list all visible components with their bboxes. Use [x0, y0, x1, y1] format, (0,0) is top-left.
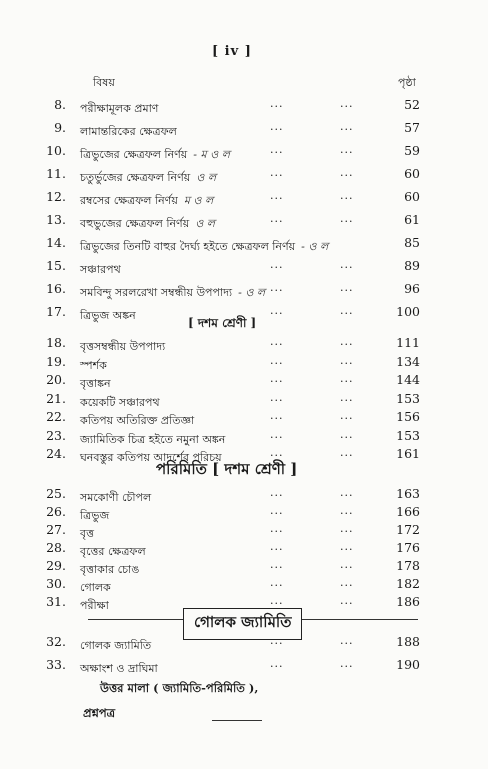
toc-leader-dots: ... — [270, 486, 284, 499]
toc-entry-page: 89 — [404, 258, 420, 273]
toc-entry-number: 30. — [46, 576, 66, 591]
toc-entry-page: 190 — [396, 657, 420, 672]
toc-entry-title-wrap — [80, 657, 158, 679]
toc-leader-dots: ... — [340, 486, 354, 499]
toc-entry-page: 166 — [396, 504, 420, 519]
toc-entry-page: 163 — [396, 486, 420, 501]
toc-leader-dots: ... — [340, 304, 354, 317]
page-number-label: [ iv ] — [212, 44, 252, 59]
toc-entry-title: পরীক্ষামূলক প্রমাণ — [80, 102, 159, 115]
toc-entry-number: 16. — [46, 281, 66, 296]
toc-entry-number: 19. — [46, 353, 66, 369]
toc-entry-number: 15. — [46, 258, 66, 273]
toc-entry-number: 26. — [46, 504, 66, 519]
toc-leader-dots: ... — [270, 212, 284, 225]
toc-entry-handwritten-note: ও ল — [195, 217, 215, 230]
toc-entry-number: 21. — [46, 390, 66, 406]
toc-entry-title: ত্রিভুজের ক্ষেত্রফল নির্ণয় — [80, 148, 188, 161]
toc-leader-dots: ... — [340, 120, 354, 133]
toc-entry-number: 25. — [46, 486, 66, 501]
toc-leader-dots: ... — [270, 634, 284, 647]
toc-entry-number: 10. — [46, 143, 66, 158]
toc-entry-title: পরীক্ষা — [80, 599, 109, 612]
toc-entry-title: জ্যামিতিক চিত্র হইতে নমুনা অঙ্কন — [80, 432, 226, 446]
toc-entry-page: 188 — [396, 634, 420, 649]
toc-leader-dots: ... — [270, 504, 284, 517]
toc-leader-dots: ... — [270, 281, 284, 294]
toc-entry-number: 9. — [54, 120, 66, 135]
toc-leader-dots: ... — [270, 390, 284, 404]
toc-entry-handwritten-note: ও ল — [196, 171, 217, 184]
toc-leader-dots: ... — [340, 657, 354, 670]
toc-entry-page: 111 — [396, 335, 420, 350]
toc-entry-page: 156 — [396, 409, 420, 424]
toc-leader-dots: ... — [340, 558, 354, 571]
toc-entry-title-wrap — [80, 212, 215, 234]
toc-entry-number: 28. — [46, 540, 66, 555]
toc-entry-title-wrap — [80, 304, 136, 326]
toc-entry-page: 161 — [396, 446, 420, 461]
toc-leader-dots: ... — [270, 540, 284, 553]
toc-entry-number: 13. — [46, 212, 66, 227]
toc-entry-title: ত্রিভুজ — [80, 509, 110, 522]
toc-entry-handwritten-note: - ও ল — [238, 286, 266, 299]
toc-leader-dots: ... — [270, 594, 284, 607]
toc-entry-title: বৃত্তাকার চোঙ — [80, 563, 140, 576]
toc-leader-dots: ... — [270, 522, 284, 535]
toc-leader-dots: ... — [340, 522, 354, 535]
toc-entry-number: 29. — [46, 558, 66, 573]
toc-entry-title-wrap — [80, 634, 151, 656]
toc-leader-dots: ... — [340, 335, 354, 348]
toc-leader-dots: ... — [270, 166, 284, 179]
toc-entry-title: স্পর্শক — [80, 358, 107, 372]
toc-leader-dots: ... — [270, 143, 284, 156]
toc-entry-title: লামান্তরিকের ক্ষেত্রফল — [80, 125, 177, 138]
section-heading-golok: গোলক জ্যামিতি — [183, 608, 302, 640]
toc-leader-dots: ... — [270, 446, 284, 459]
toc-entry-title: রম্বসের ক্ষেত্রফল নির্ণয় — [80, 194, 178, 207]
toc-entry-title-wrap — [80, 258, 121, 280]
toc-entry-title: কয়েকটি সঞ্চারপথ — [80, 395, 160, 409]
toc-leader-dots: ... — [270, 189, 284, 202]
toc-entry-number: 27. — [46, 522, 66, 537]
toc-entry-page: 52 — [404, 97, 420, 112]
toc-entry-number: 32. — [46, 634, 66, 649]
section-heading-porimiti: পরিমিতি [ দশম শ্রেণী ] — [156, 460, 298, 478]
toc-leader-dots: ... — [340, 390, 354, 404]
toc-entry-number: 18. — [46, 335, 66, 350]
toc-entry-page: 186 — [396, 594, 420, 609]
toc-entry-page: 172 — [396, 522, 420, 537]
toc-leader-dots: ... — [340, 212, 354, 225]
toc-entry-title: ত্রিভুজের তিনটি বাহুর দৈর্ঘ্য হইতে ক্ষেত্রফল নির্ণয় — [80, 240, 296, 253]
toc-entry-title: সমকোণী চৌপল — [80, 491, 152, 504]
toc-entry-number: 11. — [46, 166, 66, 181]
question-paper-line: প্রশ্নপত্র — [83, 706, 116, 720]
toc-leader-dots: ... — [340, 540, 354, 553]
toc-entry-page: 57 — [404, 120, 420, 135]
toc-entry-page: 153 — [396, 427, 420, 443]
toc-leader-dots: ... — [340, 409, 354, 422]
toc-leader-dots: ... — [340, 143, 354, 156]
toc-entry-page: 144 — [396, 372, 420, 387]
toc-entry-title: বৃত্ত — [80, 527, 94, 540]
toc-entry-number: 14. — [46, 235, 66, 250]
toc-leader-dots: ... — [270, 304, 284, 317]
toc-leader-dots: ... — [340, 576, 354, 589]
toc-entry-handwritten-note: - ও ল — [301, 240, 329, 253]
toc-leader-dots: ... — [340, 594, 354, 607]
toc-entry-title-wrap — [80, 235, 328, 257]
toc-leader-dots: ... — [340, 166, 354, 179]
toc-entry-number: 22. — [46, 409, 66, 424]
toc-entry-number: 17. — [46, 304, 66, 319]
column-header-subject: বিষয় — [93, 76, 115, 89]
toc-entry-title: বৃত্তাঙ্কন — [80, 377, 111, 390]
toc-entry-title: ঘনবস্তুর কতিপয় আদর্শের পরিচয় — [80, 451, 222, 464]
answers-line: উত্তর মালা ( জ্যামিতি-পরিমিতি ), — [100, 681, 259, 695]
toc-entry-number: 23. — [46, 427, 66, 443]
toc-leader-dots: ... — [340, 446, 354, 459]
toc-leader-dots: ... — [270, 657, 284, 670]
column-header-page: পৃষ্ঠা — [398, 76, 416, 89]
toc-leader-dots: ... — [270, 558, 284, 571]
toc-entry-title-wrap — [80, 281, 265, 303]
toc-leader-dots: ... — [340, 189, 354, 202]
toc-entry-number: 31. — [46, 594, 66, 609]
toc-entry-title: সমবিন্দু সরলরেখা সম্বন্ধীয় উপপাদ্য — [80, 286, 233, 299]
toc-leader-dots: ... — [270, 372, 284, 385]
toc-leader-dots: ... — [340, 97, 354, 110]
toc-leader-dots: ... — [270, 409, 284, 422]
toc-leader-dots: ... — [270, 258, 284, 271]
toc-entry-title-wrap — [80, 166, 216, 188]
toc-entry-number: 24. — [46, 446, 66, 461]
toc-leader-dots: ... — [270, 97, 284, 110]
toc-entry-title-wrap — [80, 143, 230, 165]
toc-entry-title-wrap — [80, 594, 109, 616]
toc-entry-title: চতুর্ভুজের ক্ষেত্রফল নির্ণয় — [80, 171, 191, 184]
closing-rule — [212, 720, 262, 721]
toc-entry-title: গোলক জ্যামিতি — [80, 639, 152, 652]
toc-leader-dots: ... — [270, 427, 284, 441]
section-heading-dashom: [ দশম শ্রেণী ] — [188, 316, 257, 330]
toc-leader-dots: ... — [340, 281, 354, 294]
toc-entry-page: 59 — [404, 143, 420, 158]
toc-entry-page: 153 — [396, 390, 420, 406]
toc-leader-dots: ... — [270, 120, 284, 133]
toc-entry-page: 60 — [404, 189, 420, 204]
toc-entry-handwritten-note: - ম ও ল — [193, 148, 230, 161]
toc-entry-title-wrap — [80, 97, 158, 119]
toc-leader-dots: ... — [340, 353, 354, 367]
toc-leader-dots: ... — [270, 335, 284, 348]
toc-leader-dots: ... — [340, 427, 354, 441]
toc-entry-page: 182 — [396, 576, 420, 591]
toc-entry-number: 33. — [46, 657, 66, 672]
toc-entry-page: 60 — [404, 166, 420, 181]
toc-leader-dots: ... — [340, 504, 354, 517]
toc-entry-title: বৃত্তের ক্ষেত্রফল — [80, 545, 146, 558]
toc-entry-page: 134 — [396, 353, 420, 369]
toc-leader-dots: ... — [270, 576, 284, 589]
toc-entry-title: ত্রিভুজ অঙ্কন — [80, 309, 136, 322]
toc-leader-dots: ... — [340, 634, 354, 647]
toc-entry-page: 178 — [396, 558, 420, 573]
toc-leader-dots: ... — [340, 258, 354, 271]
toc-leader-dots: ... — [340, 372, 354, 385]
toc-entry-title: গোলক — [80, 581, 111, 594]
toc-entry-number: 12. — [46, 189, 66, 204]
toc-entry-title-wrap — [80, 120, 177, 142]
toc-entry-page: 85 — [404, 235, 420, 250]
toc-entry-page: 96 — [404, 281, 420, 296]
toc-entry-page: 176 — [396, 540, 420, 555]
toc-entry-title: বৃত্তসম্বন্ধীয় উপপাদ্য — [80, 340, 166, 353]
toc-entry-title: কতিপয় অতিরিক্ত প্রতিজ্ঞা — [80, 414, 195, 427]
toc-entry-number: 8. — [54, 97, 66, 112]
toc-entry-handwritten-note: ম ও ল — [183, 194, 214, 207]
toc-leader-dots: ... — [270, 353, 284, 367]
toc-entry-page: 100 — [396, 304, 420, 319]
toc-entry-number: 20. — [46, 372, 66, 387]
toc-entry-title-wrap — [80, 189, 213, 211]
toc-entry-title: বহুভুজের ক্ষেত্রফল নির্ণয় — [80, 217, 190, 230]
toc-entry-title: অক্ষাংশ ও দ্রাঘিমা — [80, 662, 158, 675]
toc-entry-title: সঞ্চারপথ — [80, 263, 121, 276]
toc-entry-page: 61 — [404, 212, 420, 227]
